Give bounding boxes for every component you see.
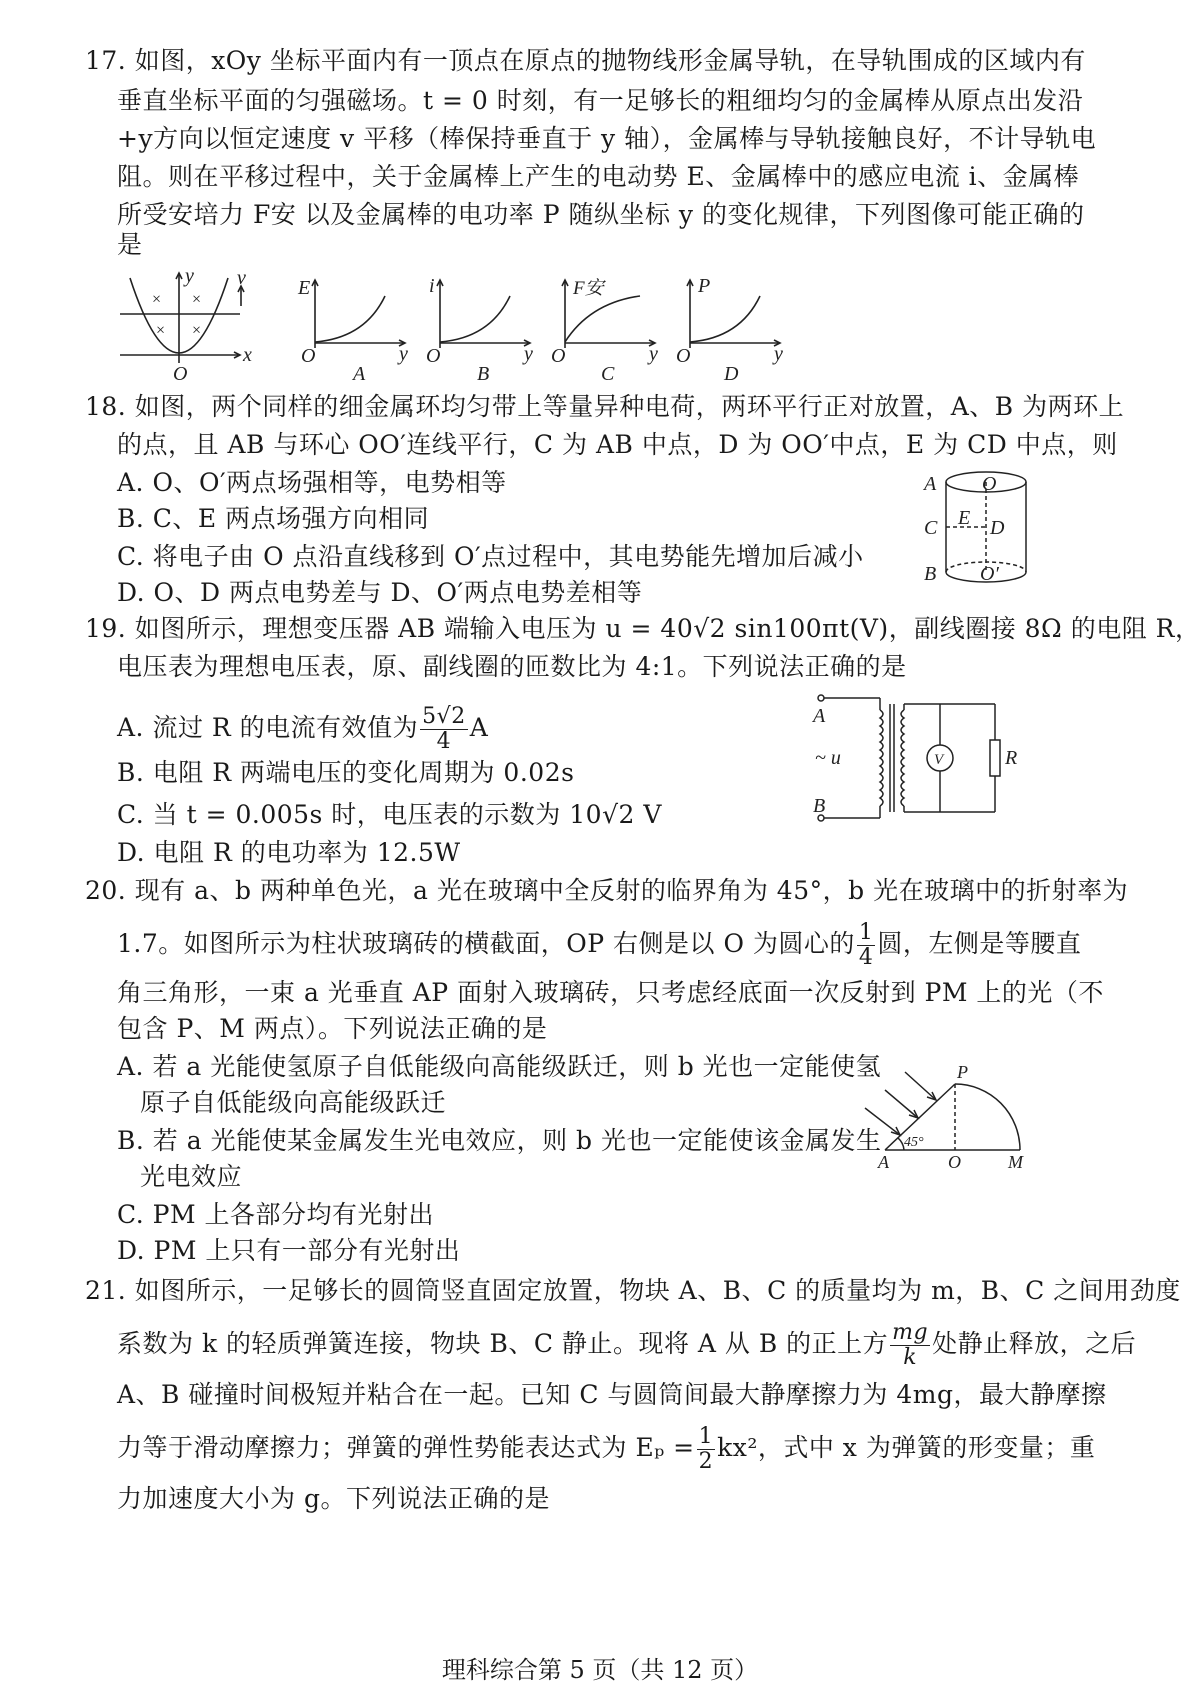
q21-line-2-suffix: 处静止释放，之后 <box>932 1329 1137 1358</box>
q21-line-2 <box>117 1316 1136 1372</box>
fraction-denominator: 2 <box>698 1449 714 1474</box>
q19-option-c: C. 当 t = 0.005s 时，电压表的示数为 10√2 V <box>117 800 662 829</box>
graph-c-xlabel: y <box>649 343 658 365</box>
q17-field-cross: × <box>155 322 166 339</box>
graph-d-ylabel: P <box>698 275 711 297</box>
q20-label-m: M <box>1008 1152 1023 1172</box>
graph-b-ylabel: i <box>429 275 435 297</box>
q17-line-3: +y方向以恒定速度 v 平移（棒保持垂直于 y 轴），金属棒与导轨接触良好，不计导轨电 <box>117 124 1097 153</box>
q20-option-b-cont: 光电效应 <box>140 1162 243 1191</box>
fraction-denominator: 4 <box>436 729 452 754</box>
q18-label-a: A <box>924 473 937 495</box>
q17-field-cross: × <box>191 322 202 339</box>
q20-label-o: O <box>948 1152 961 1172</box>
q21-line-5: 力加速度大小为 g。下列说法正确的是 <box>117 1484 550 1513</box>
graph-c-ylabel: F安 <box>573 278 604 299</box>
q20-label-a: A <box>878 1152 889 1172</box>
q17-line-4: 阻。则在平移过程中，关于金属棒上产生的电动势 E、金属棒中的感应电流 i、金属棒 <box>117 162 1080 191</box>
graph-d-origin: O <box>676 345 691 367</box>
q20-option-c: C. PM 上各部分均有光射出 <box>117 1200 434 1229</box>
q17-field-cross: × <box>151 291 162 308</box>
q19-option-b: B. 电阻 R 两端电压的变化周期为 0.02s <box>117 758 575 787</box>
q20-label-p: P <box>957 1062 968 1082</box>
q18-option-c: C. 将电子由 O 点沿直线移到 O′点过程中，其电势能先增加后减小 <box>117 542 864 571</box>
q19-option-d: D. 电阻 R 的电功率为 12.5W <box>117 838 461 867</box>
q19-option-a <box>117 700 488 756</box>
q17-line-1: 17. 如图，xOy 坐标平面内有一顶点在原点的抛物线形金属导轨，在导轨围成的区域内有 <box>85 46 1086 75</box>
q18-label-c: C <box>924 517 938 539</box>
q18-line-1: 18. 如图，两个同样的细金属环均匀带上等量异种电荷，两环平行正对放置，A、B 为两环上 <box>85 392 1125 421</box>
graph-a-ylabel: E <box>298 277 311 299</box>
q21-line-4 <box>117 1420 1095 1476</box>
q19-source-label: ~ u <box>815 747 841 769</box>
q20-angle-label: 45° <box>904 1135 924 1150</box>
fraction-denominator: 4 <box>858 945 874 970</box>
q18-line-2: 的点，且 AB 与环心 OO′连线平行，C 为 AB 中点，D 为 OO′中点，E 为 CD 中点，则 <box>117 430 1118 459</box>
fraction-denominator: k <box>903 1345 918 1370</box>
q18-label-b: B <box>924 563 937 585</box>
q18-option-a: A. O、O′两点场强相等，电势相等 <box>117 468 507 497</box>
q20-glass-figure <box>860 1062 1035 1172</box>
q20-line-2-prefix: 1.7。如图所示为柱状玻璃砖的横截面，OP 右侧是以 O 为圆心的 <box>117 929 855 958</box>
graph-b-option: B <box>477 363 490 385</box>
q18-label-e: E <box>958 507 971 529</box>
q21-line-2-prefix: 系数为 k 的轻质弹簧连接，物块 B、C 静止。现将 A 从 B 的正上方 <box>117 1329 889 1358</box>
q17-field-cross: × <box>191 291 202 308</box>
q19-option-a-fraction <box>420 705 468 754</box>
graph-b-origin: O <box>426 345 441 367</box>
q19-line-1: 19. 如图所示，理想变压器 AB 端输入电压为 u = 40√2 sin100πt(V)，副线圈接 8Ω 的电阻 R， <box>85 614 1200 643</box>
q21-line-4-suffix: kx²，式中 x 为弹簧的形变量；重 <box>717 1433 1096 1462</box>
q21-line-3: A、B 碰撞时间极短并粘合在一起。已知 C 与圆筒间最大静摩擦力为 4mg，最大静摩擦 <box>117 1380 1107 1409</box>
q17-line-5: 所受安培力 F安 以及金属棒的电功率 P 随纵坐标 y 的变化规律，下列图像可能正确的 <box>117 200 1085 229</box>
graph-c-origin: O <box>551 345 566 367</box>
q18-label-o-prime: O′ <box>980 563 999 585</box>
graph-b-xlabel: y <box>524 343 533 365</box>
q17-figure <box>115 268 805 388</box>
q17-line-2: 垂直坐标平面的匀强磁场。t = 0 时刻，有一足够长的粗细均匀的金属棒从原点出发沿 <box>117 86 1084 115</box>
q18-cylinder-figure <box>922 462 1042 592</box>
voltmeter-icon: V <box>934 752 944 768</box>
q17-line-6: 是 <box>117 230 143 259</box>
q20-option-a-cont: 原子自低能级向高能级跃迁 <box>140 1088 447 1117</box>
q20-line-2 <box>117 916 1081 972</box>
q20-line-4: 包含 P、M 两点）。下列说法正确的是 <box>117 1014 548 1043</box>
graph-d-xlabel: y <box>774 343 783 365</box>
q18-label-d: D <box>990 517 1005 539</box>
q19-terminal-b: B <box>813 795 826 817</box>
q19-option-a-unit: A <box>469 713 489 742</box>
q18-option-b: B. C、E 两点场强方向相同 <box>117 504 430 533</box>
q19-resistor-label: R <box>1005 747 1018 769</box>
q17-main-v-label: v <box>237 268 246 289</box>
q17-main-origin-label: O <box>173 363 188 385</box>
q18-option-d: D. O、D 两点电势差与 D、O′两点电势差相等 <box>117 578 643 607</box>
q20-line-3: 角三角形，一束 a 光垂直 AP 面射入玻璃砖，只考虑经底面一次反射到 PM 上的光（不 <box>117 978 1104 1007</box>
graph-a-option: A <box>353 363 366 385</box>
q21-line-1: 21. 如图所示，一足够长的圆筒竖直固定放置，物块 A、B、C 的质量均为 m，B、C 之间用劲度 <box>85 1276 1181 1305</box>
q20-line-2-suffix: 圆，左侧是等腰直 <box>877 929 1082 958</box>
page-footer: 理科综合第 5 页（共 12 页） <box>441 1656 759 1684</box>
q17-main-y-label: y <box>185 268 194 287</box>
half-fraction <box>697 1425 716 1474</box>
q17-main-x-label: x <box>243 344 252 366</box>
fraction-numerator: mg <box>892 1320 929 1345</box>
q19-line-2: 电压表为理想电压表，原、副线圈的匝数比为 4:1。下列说法正确的是 <box>117 652 907 681</box>
q18-label-o: O <box>982 473 997 495</box>
q20-option-d: D. PM 上只有一部分有光射出 <box>117 1236 461 1265</box>
q19-terminal-a: A <box>813 705 826 727</box>
q20-option-b: B. 若 a 光能使某金属发生光电效应，则 b 光也一定能使该金属发生 <box>117 1126 882 1155</box>
graph-c-option: C <box>601 363 615 385</box>
q21-line-4-prefix: 力等于滑动摩擦力；弹簧的弹性势能表达式为 Eₚ = <box>117 1433 695 1462</box>
graph-d-option: D <box>724 363 739 385</box>
quarter-fraction <box>857 921 876 970</box>
fraction-numerator: 1 <box>698 1424 714 1449</box>
graph-a-xlabel: y <box>399 343 408 365</box>
fraction-numerator: 1 <box>858 920 874 945</box>
q19-option-a-prefix: A. 流过 R 的电流有效值为 <box>117 713 419 742</box>
fraction-numerator: 5√2 <box>422 704 466 729</box>
mg-over-k-fraction <box>890 1321 930 1370</box>
q20-option-a: A. 若 a 光能使氢原子自低能级向高能级跃迁，则 b 光也一定能使氢 <box>117 1052 882 1081</box>
q20-line-1: 20. 现有 a、b 两种单色光，a 光在玻璃中全反射的临界角为 45°，b 光在玻璃中的折射率为 <box>85 876 1129 905</box>
graph-a-origin: O <box>301 345 316 367</box>
q19-transformer-figure <box>805 690 1040 830</box>
